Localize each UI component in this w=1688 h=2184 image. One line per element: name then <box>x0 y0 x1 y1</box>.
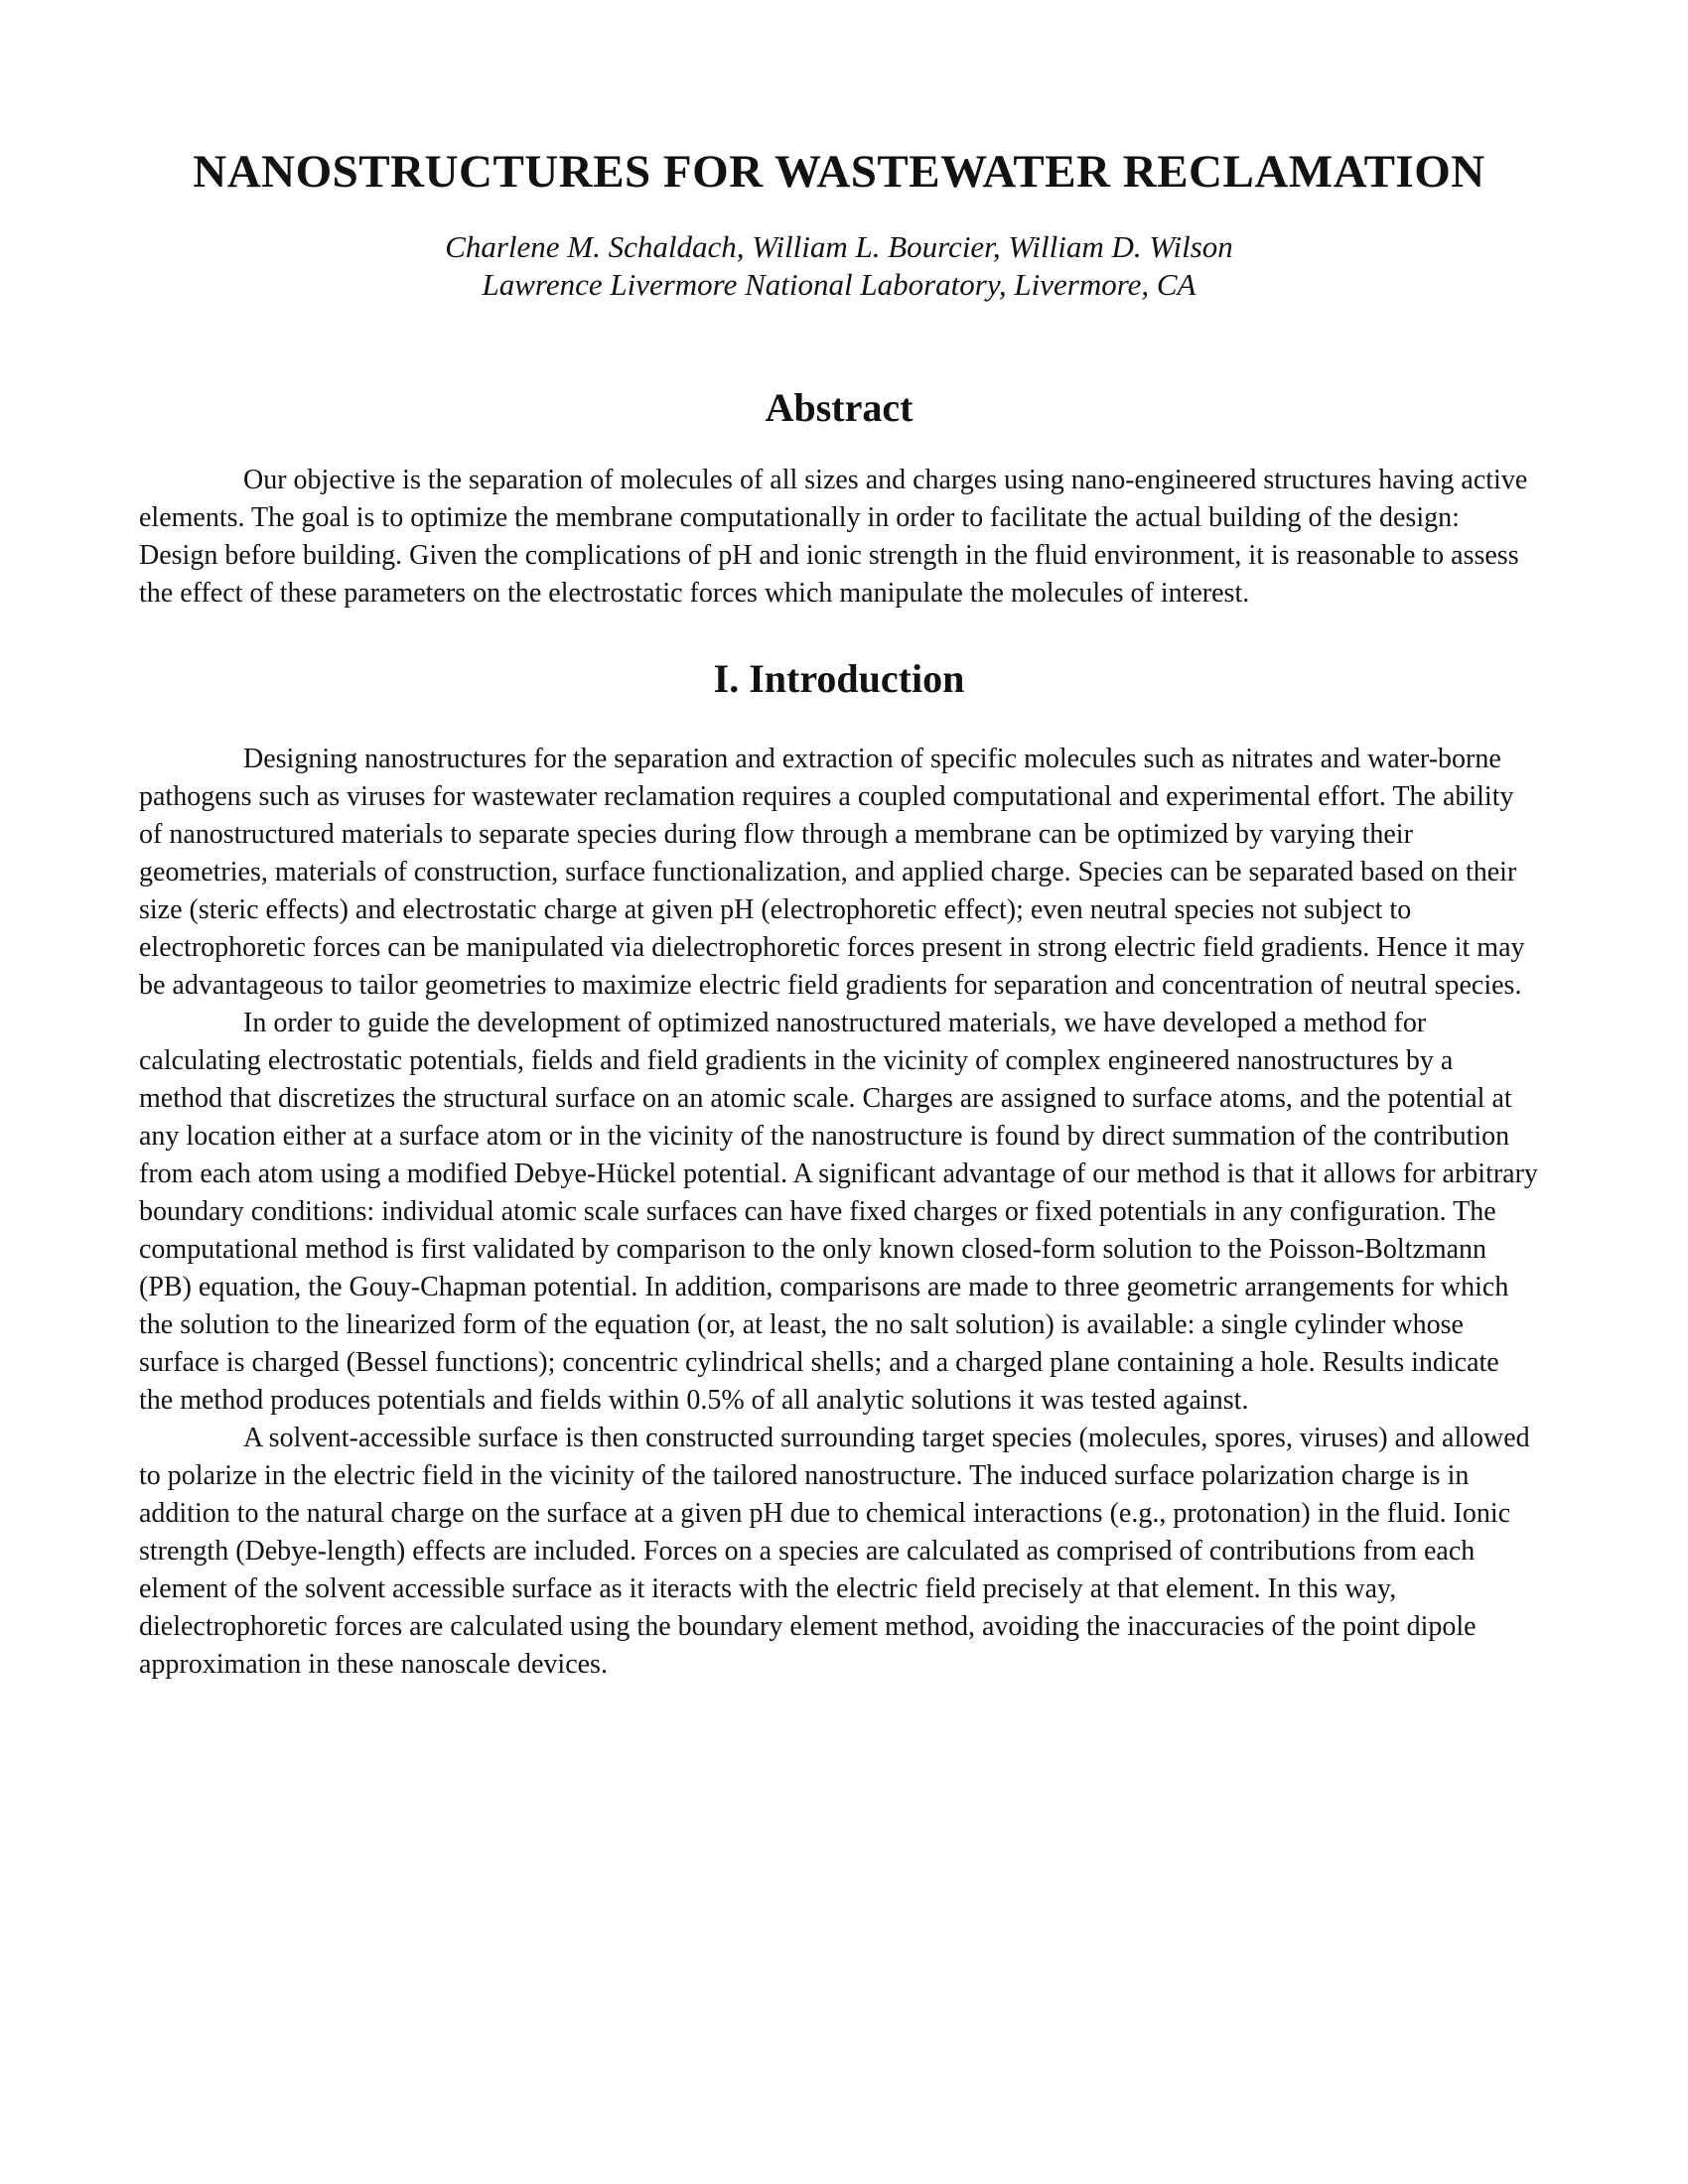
section-heading-abstract: Abstract <box>765 385 914 430</box>
abstract-paragraph: Our objective is the separation of molecules of all sizes and charges using nano-engineered structures having active elements. The goal is to optimize the membrane computationally in order to facilitate the actual building of the design: Design before building. Given the complications of pH and ionic strength in the fluid environment, it is reasonable to assess the effect of these parameters on the electrostatic forces which manipulate the molecules of interest. <box>139 465 1528 609</box>
introduction-paragraph-2: In order to guide the development of optimized nanostructured materials, we have developed a method for calculating electrostatic potentials, fields and field gradients in the vicinity of complex engineered nanostructures by a method that discretizes the structural surface on an atomic scale. Charges are assigned to surface atoms, and the potential at any location either at a surface atom or in the vicinity of the nanostructure is found by direct summation of the contribution from each atom using a modified Debye-Hückel potential. A significant advantage of our method is that it allows for arbitrary boundary conditions: individual atomic scale surfaces can have fixed charges or fixed potentials in any configuration. The computational method is first validated by comparison to the only known closed-form solution to the Poisson-Boltzmann (PB) equation, the Gouy-Chapman potential. In addition, comparisons are made to three geometric arrangements for which the solution to the linearized form of the equation (or, at least, the no salt solution) is available: a single cylinder whose surface is charged (Bessel functions); concentric cylindrical shells; and a charged plane containing a hole. Results indicate the method produces potentials and fields within 0.5% of all analytic solutions it was tested against. <box>139 1008 1538 1416</box>
paper-affiliation: Lawrence Livermore National Laboratory, Livermore, CA <box>482 267 1196 302</box>
section-heading-introduction: I. Introduction <box>713 656 965 701</box>
byline-block <box>139 228 1539 304</box>
introduction-paragraph-3: A solvent-accessible surface is then constructed surrounding target species (molecules, spores, viruses) and allowed to polarize in the electric field in the vicinity of the tailored nanostructure. The induced surface polarization charge is in addition to the natural charge on the surface at a given pH due to chemical interactions (e.g., protonation) in the fluid. Ionic strength (Debye-length) effects are included. Forces on a species are calculated as comprised of contributions from each element of the solvent accessible surface as it iteracts with the electric field precisely at that element. In this way, dielectrophoretic forces are calculated using the boundary element method, avoiding the inaccuracies of the point dipole approximation in these nanoscale devices. <box>139 1423 1530 1680</box>
paper-title: NANOSTRUCTURES FOR WASTEWATER RECLAMATION <box>193 146 1485 198</box>
paper-authors: Charlene M. Schaldach, William L. Bourcier, William D. Wilson <box>445 229 1233 264</box>
introduction-paragraph-1: Designing nanostructures for the separation and extraction of specific molecules such as nitrates and water-borne pathogens such as viruses for wastewater reclamation requires a coupled computational and experimental effort. The ability of nanostructured materials to separate species during flow through a membrane can be optimized by varying their geometries, materials of construction, surface functionalization, and applied charge. Species can be separated based on their size (steric effects) and electrostatic charge at given pH (electrophoretic effect); even neutral species not subject to electrophoretic forces can be manipulated via dielectrophoretic forces present in strong electric field gradients. Hence it may be advantageous to tailor geometries to maximize electric field gradients for separation and concentration of neutral species. <box>139 744 1525 1001</box>
